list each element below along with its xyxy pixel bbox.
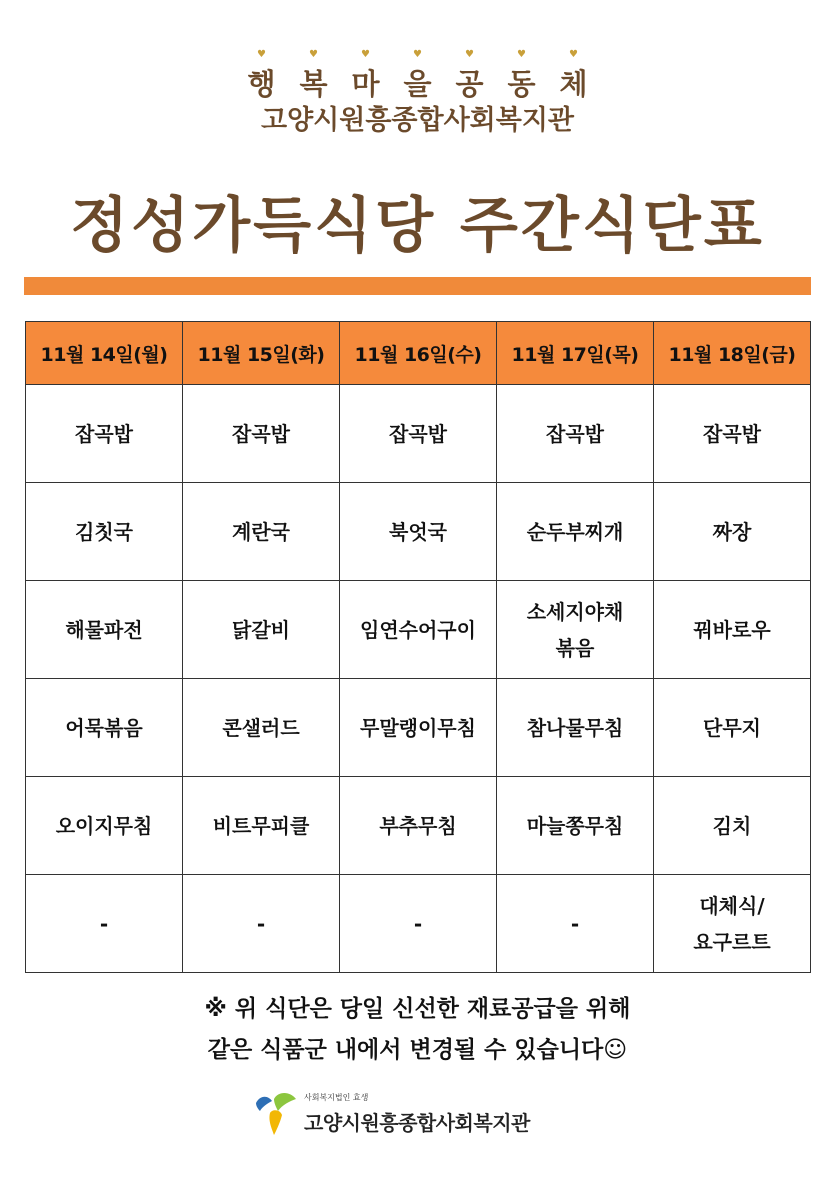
- menu-cell: 무말랭이무침: [340, 679, 497, 777]
- community-slogan: [0, 62, 835, 103]
- menu-cell: 참나물무침: [497, 679, 654, 777]
- menu-cell: 잡곡밥: [183, 385, 340, 483]
- menu-cell: 잡곡밥: [26, 385, 183, 483]
- page-title: 정성가득식당 주간식단표: [70, 191, 765, 261]
- weekly-menu-table: [25, 321, 811, 973]
- menu-cell: 부추무침: [340, 777, 497, 875]
- accent-divider: [24, 277, 811, 295]
- welfare-center-logo-icon: [252, 1089, 300, 1137]
- menu-cell: 북엇국: [340, 483, 497, 581]
- table-header-row: [26, 322, 811, 385]
- slogan-char: ♥ 체: [548, 62, 600, 103]
- menu-cell: 비트무피클: [183, 777, 340, 875]
- slogan-char: ♥ 마: [340, 62, 392, 103]
- menu-cell: -: [26, 875, 183, 973]
- menu-cell: 어묵볶음: [26, 679, 183, 777]
- center-logo: [252, 1089, 572, 1149]
- day-header: 11월 16일(수): [340, 322, 497, 385]
- day-header: 11월 14일(월): [26, 322, 183, 385]
- menu-cell: 마늘쫑무침: [497, 777, 654, 875]
- menu-cell: 단무지: [654, 679, 811, 777]
- slogan-char: ♥ 을: [392, 62, 444, 103]
- table-row: [26, 581, 811, 679]
- logo-center-name: 고양시원흥종합사회복지관: [304, 1111, 530, 1135]
- notice-line-2: 같은 식품군 내에서 변경될 수 있습니다☺: [207, 1037, 628, 1063]
- menu-cell: 순두부찌개: [497, 483, 654, 581]
- menu-cell: -: [497, 875, 654, 973]
- menu-cell: 대체식/ 요구르트: [654, 875, 811, 973]
- menu-cell: 소세지야채 볶음: [497, 581, 654, 679]
- menu-cell: 잡곡밥: [497, 385, 654, 483]
- slogan-char: ♥ 복: [288, 62, 340, 103]
- menu-cell: 짜장: [654, 483, 811, 581]
- menu-cell: 김치: [654, 777, 811, 875]
- slogan-char: ♥ 동: [496, 62, 548, 103]
- menu-cell: 계란국: [183, 483, 340, 581]
- logo-foundation-text: 사회복지법인 효생: [304, 1093, 369, 1102]
- menu-cell: 김칫국: [26, 483, 183, 581]
- notice-line-1: ※ 위 식단은 당일 신선한 재료공급을 위해: [204, 996, 631, 1022]
- menu-cell: 잡곡밥: [654, 385, 811, 483]
- menu-cell: 닭갈비: [183, 581, 340, 679]
- menu-cell: -: [183, 875, 340, 973]
- table-row: [26, 777, 811, 875]
- menu-cell: 임연수어구이: [340, 581, 497, 679]
- day-header: 11월 15일(화): [183, 322, 340, 385]
- slogan-char: ♥ 공: [444, 62, 496, 103]
- table-row: [26, 385, 811, 483]
- menu-cell: 오이지무침: [26, 777, 183, 875]
- center-name: 고양시원흥종합사회복지관: [261, 105, 574, 136]
- table-row: [26, 875, 811, 973]
- menu-cell: 잡곡밥: [340, 385, 497, 483]
- table-row: [26, 483, 811, 581]
- menu-cell: 해물파전: [26, 581, 183, 679]
- day-header: 11월 17일(목): [497, 322, 654, 385]
- menu-cell: 꿔바로우: [654, 581, 811, 679]
- table-row: [26, 679, 811, 777]
- menu-cell: -: [340, 875, 497, 973]
- menu-cell: 콘샐러드: [183, 679, 340, 777]
- day-header: 11월 18일(금): [654, 322, 811, 385]
- slogan-char: ♥ 행: [236, 62, 288, 103]
